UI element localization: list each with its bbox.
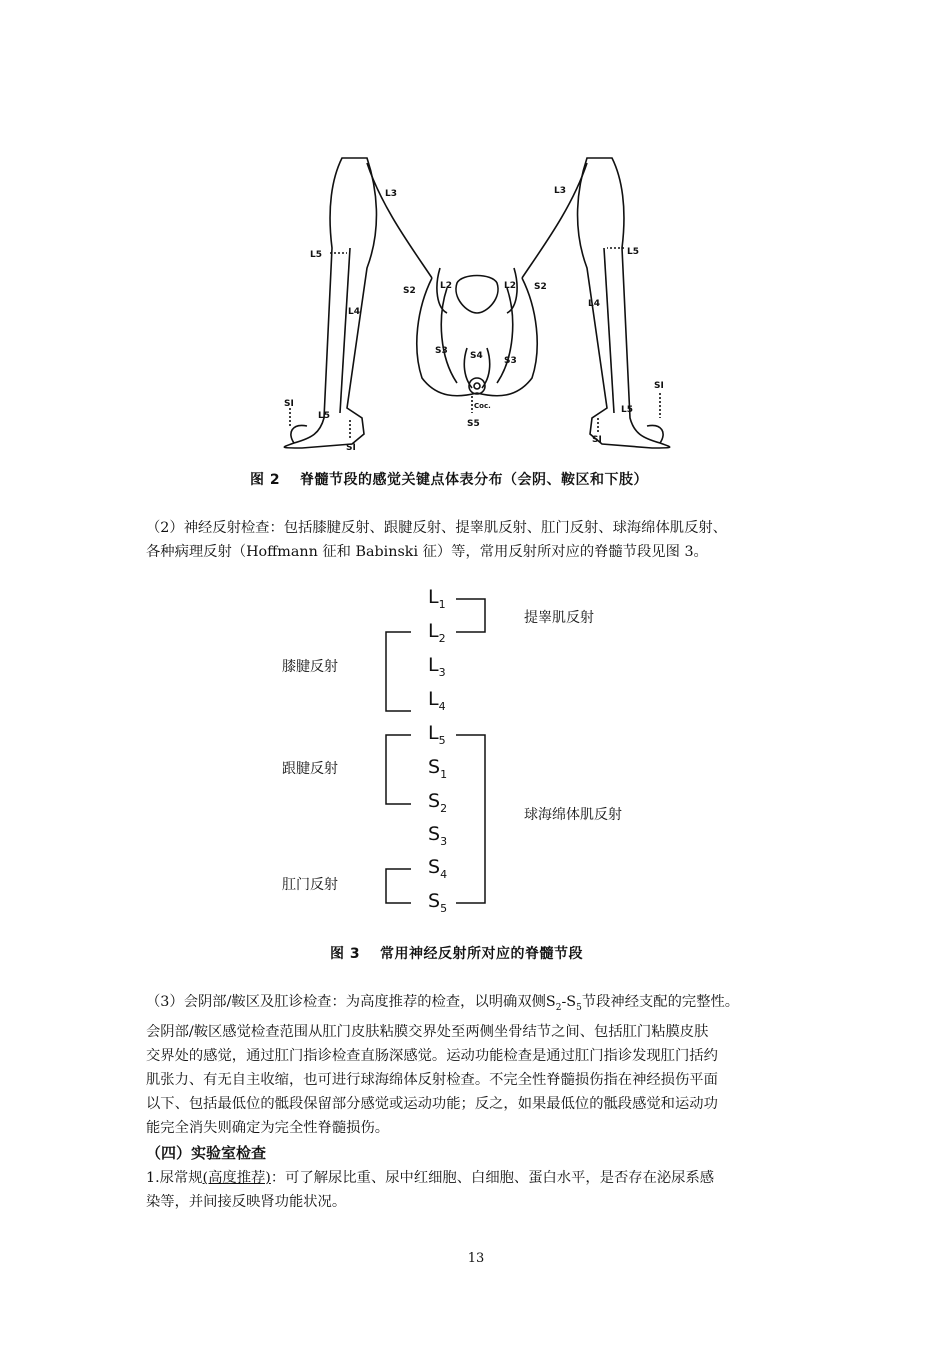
- paragraph-perineal-exam: [146, 990, 814, 1140]
- bracket-achilles: [386, 735, 411, 804]
- label-s1-right-top: SI: [654, 381, 664, 391]
- bracket-bulbocavernosus: [456, 735, 485, 903]
- reflex-anal-label: 肛门反射: [282, 877, 338, 893]
- segment-l4: $L_4$: [428, 688, 446, 713]
- paragraph-line: 1.尿常规(高度推荐)：可了解尿比重、尿中红细胞、白细胞、蛋白水平，是否存在泌尿系感: [146, 1170, 715, 1186]
- label-s1-left-bottom: SI: [346, 443, 356, 453]
- reflex-bulbocavernosus-label: 球海绵体肌反射: [524, 807, 622, 823]
- label-l5-right: L5: [627, 247, 639, 257]
- reflex-knee-label: 膝腱反射: [282, 659, 338, 675]
- paragraph-line: 以下、包括最低位的骶段保留部分感觉或运动功能；反之，如果最低位的骶段感觉和运动功: [146, 1095, 718, 1112]
- label-coc: Coc.: [474, 402, 491, 410]
- figure2-caption: 图 2 脊髓节段的感觉关键点体表分布（会阴、鞍区和下肢）: [250, 472, 648, 488]
- label-s2-left: S2: [403, 286, 416, 296]
- bracket-cremaster: [456, 599, 485, 632]
- label-l2-left: L2: [440, 281, 452, 291]
- label-l4-right: L4: [588, 299, 600, 309]
- paragraph-reflex-exam: [146, 516, 814, 564]
- segment-s3: $S_3$: [428, 823, 448, 848]
- bracket-anal: [386, 869, 411, 903]
- segment-l1: $L_1$: [428, 586, 446, 611]
- paragraph-line: 染等，并间接反映肾功能状况。: [146, 1194, 347, 1210]
- label-s3-right: S3: [504, 356, 517, 366]
- bracket-knee: [386, 632, 411, 711]
- paragraph-line: 交界处的感觉，通过肛门指诊检查直肠深感觉。运动功能检查是通过肛门指诊发现肛门括约: [146, 1047, 718, 1064]
- label-l2-right: L2: [504, 281, 516, 291]
- paragraph-line: 能完全消失则确定为完全性脊髓损伤。: [146, 1119, 390, 1136]
- segment-s1: $S_1$: [428, 756, 448, 781]
- recommendation-link: (高度推荐): [202, 1170, 271, 1186]
- segment-l2: $L_2$: [428, 620, 446, 645]
- segment-s5: $S_5$: [428, 890, 448, 915]
- label-s1-right-bottom: SI: [592, 435, 602, 445]
- label-s3-left: S3: [435, 346, 448, 356]
- segment-l5: $L_5$: [428, 722, 446, 747]
- paragraph-line: 各种病理反射（Hoffmann 征和 Babinski 征）等，常用反射所对应的脊髓节段见图 3。: [146, 544, 708, 560]
- section-heading-lab-tests: （四）实验室检查: [146, 1144, 267, 1162]
- paragraph-line: 肌张力、有无自主收缩，也可进行球海绵体反射检查。不完全性脊髓损伤指在神经损伤平面: [146, 1071, 718, 1088]
- label-s1-left-top: SI: [284, 399, 294, 409]
- figure3-caption: 图 3 常用神经反射所对应的脊髓节段: [330, 946, 583, 962]
- paragraph-line: 会阴部/鞍区感觉检查范围从肛门皮肤粘膜交界处至两侧坐骨结节之间、包括肛门粘膜皮肤: [146, 1023, 709, 1040]
- paragraph-urinalysis: [146, 1166, 814, 1214]
- label-s2-right: S2: [534, 282, 547, 292]
- page-number: 13: [467, 1251, 485, 1266]
- paragraph-line: （2）神经反射检查：包括膝腱反射、跟腱反射、提睾肌反射、肛门反射、球海绵体肌反射、: [146, 520, 727, 536]
- label-l5-left-foot: L5: [318, 411, 330, 421]
- reflex-achilles-label: 跟腱反射: [282, 761, 338, 777]
- label-l3-right: L3: [554, 186, 566, 196]
- reflex-cremaster-label: 提睾肌反射: [524, 610, 594, 626]
- segment-s4: $S_4$: [428, 856, 448, 881]
- segment-l3: $L_3$: [428, 654, 446, 679]
- label-l4-left: L4: [348, 307, 360, 317]
- dermatome-figure: [272, 148, 682, 458]
- label-s4: S4: [470, 351, 483, 361]
- label-l3-left: L3: [385, 189, 397, 199]
- label-l5-left: L5: [310, 250, 322, 260]
- segment-s2: $S_2$: [428, 790, 448, 815]
- label-l5-right-foot: L5: [621, 405, 633, 415]
- paragraph-line: （3）会阴部/鞍区及肛诊检查：为高度推荐的检查，以明确双侧$S_2-S_5$节段神经支配的完整性。: [146, 994, 740, 1013]
- label-s5: S5: [467, 419, 480, 429]
